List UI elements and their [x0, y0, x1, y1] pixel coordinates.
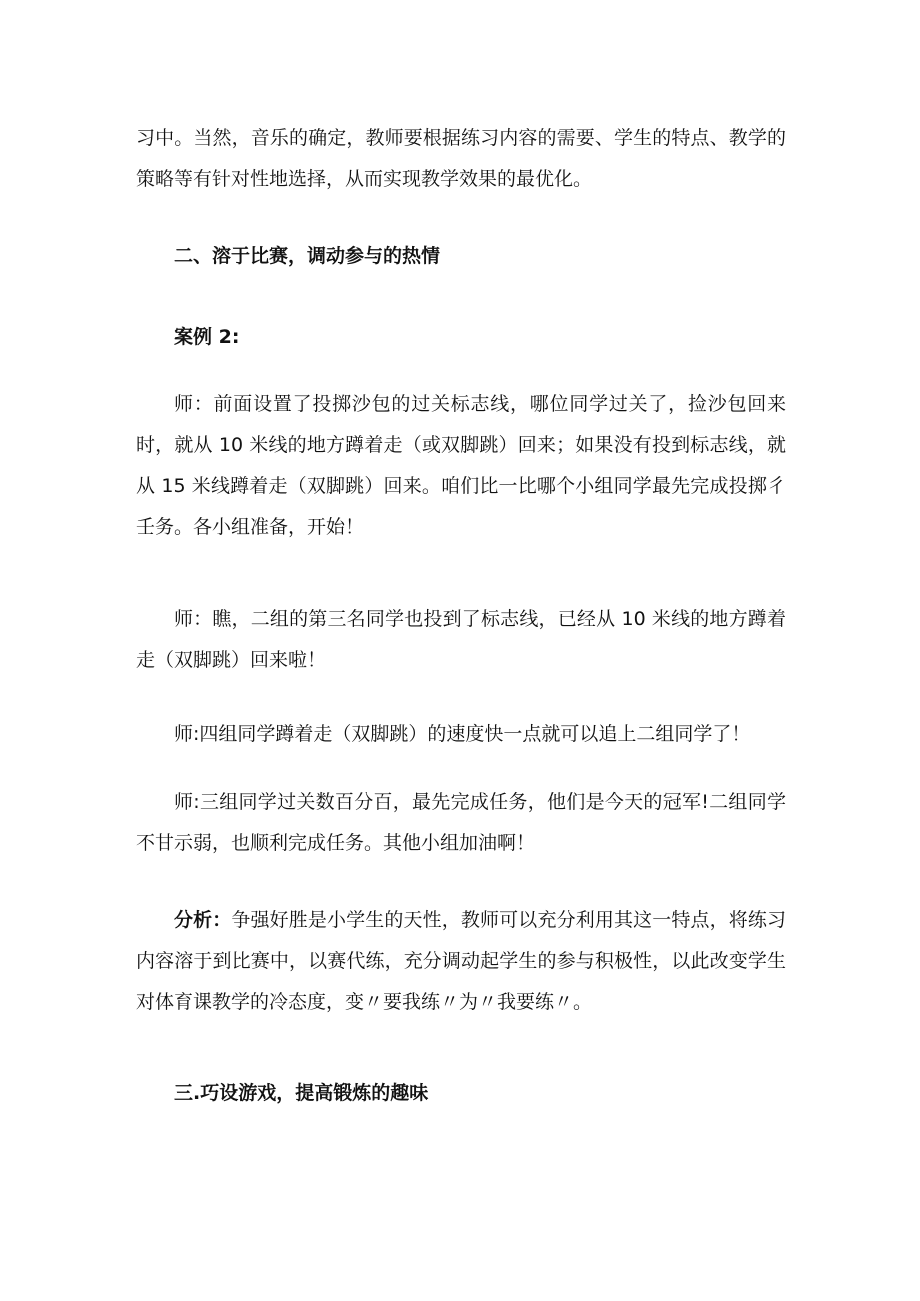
analysis-label: 分析：	[174, 909, 232, 931]
intro-paragraph: 习中。当然，音乐的确定，教师要根据练习内容的需要、学生的特点、教学的策略等有针对性地选择，从而实现教学效果的最优化。	[136, 127, 786, 190]
teacher-dialogue-4: 师:三组同学过关数百分百，最先完成任务，他们是今天的冠军!二组同学不甘示弱，也顺利完成任务。其他小组加油啊！	[136, 791, 786, 854]
analysis-text: 争强好胜是小学生的天性，教师可以充分利用其这一特点，将练习内容溶于到比赛中，以赛代练，充分调动起学生的参与积极性，以此改变学生对体育课教学的冷态度，变〃要我练〃为〃我要练〃。	[136, 909, 786, 1013]
teacher-dialogue-1: 师：前面设置了投掷沙包的过关标志线，哪位同学过关了，捡沙包回来时，就从 10 米线的地方蹲着走（或双脚跳）回来；如果没有投到标志线，就从 15 米线蹲着走（双脚跳）回来。咱们比一比哪个小组同学最先完成投掷彳壬务。各小组准备，开始！	[136, 393, 786, 538]
section-heading-3: 三.巧设游戏，提高锻炼的趣味	[174, 1082, 429, 1104]
case-label: 案例 2:	[174, 326, 240, 348]
section-heading-2: 二、溶于比赛，调动参与的热情	[174, 245, 441, 267]
teacher-dialogue-3: 师:四组同学蹲着走（双脚跳）的速度快一点就可以追上二组同学了！	[174, 723, 751, 745]
teacher-dialogue-2: 师：瞧，二组的第三名同学也投到了标志线，已经从 10 米线的地方蹲着走（双脚跳）回来啦！	[136, 608, 786, 671]
analysis-paragraph	[136, 900, 786, 1023]
